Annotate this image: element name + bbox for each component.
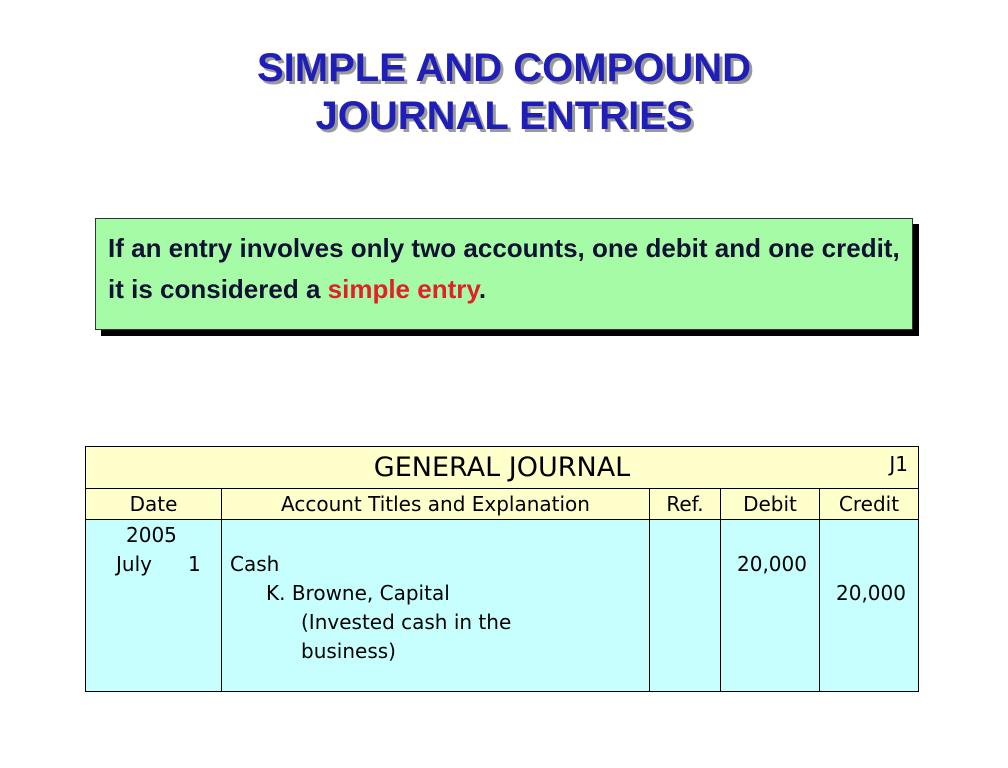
explanation-line-2: business) bbox=[301, 639, 396, 663]
column-header-debit: Debit bbox=[743, 492, 797, 516]
column-divider bbox=[221, 489, 222, 691]
journal-header bbox=[86, 447, 918, 489]
slide-title bbox=[0, 44, 1008, 140]
callout-text: If an entry involves only two accounts, one debit and one credit, it is considered a bbox=[108, 233, 900, 304]
definition-callout bbox=[95, 218, 913, 330]
debit-amount: 20,000 bbox=[737, 552, 807, 576]
explanation-line-1: (Invested cash in the bbox=[301, 610, 512, 634]
callout-highlight: simple entry bbox=[327, 274, 479, 304]
journal-page-code: J1 bbox=[889, 452, 908, 476]
credit-amount: 20,000 bbox=[836, 581, 906, 605]
debit-account-title: Cash bbox=[230, 552, 280, 576]
column-header-ref: Ref. bbox=[666, 492, 704, 516]
slide-title-line-2: JOURNAL ENTRIES bbox=[315, 94, 693, 138]
journal-column-headers bbox=[86, 489, 918, 520]
column-divider bbox=[720, 489, 721, 691]
column-header-credit: Credit bbox=[838, 492, 900, 516]
entry-day: 1 bbox=[188, 552, 201, 576]
slide-title-line-1: SIMPLE AND COMPOUND bbox=[256, 46, 752, 90]
credit-account-title: K. Browne, Capital bbox=[266, 581, 450, 605]
callout-period: . bbox=[478, 274, 487, 304]
column-divider bbox=[819, 489, 820, 691]
general-journal-table bbox=[85, 446, 919, 692]
column-header-date: Date bbox=[129, 492, 178, 516]
column-header-account: Account Titles and Explanation bbox=[281, 492, 590, 516]
entry-year: 2005 bbox=[126, 523, 177, 547]
column-divider bbox=[649, 489, 650, 691]
entry-month: July bbox=[116, 552, 152, 576]
journal-title: GENERAL JOURNAL bbox=[373, 452, 631, 483]
